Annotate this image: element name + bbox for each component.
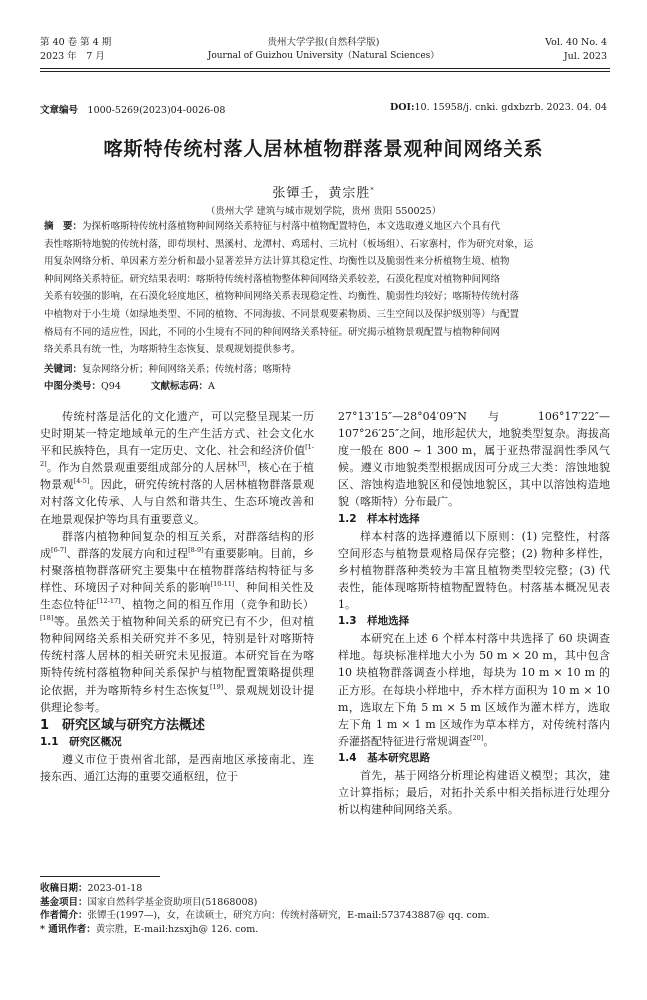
author-bio: 作者简介：张镡壬(1997—)，女，在读硕士，研究方向：传统村落研究，E-mail:573743887@ qq. com.: [40, 910, 490, 922]
left-column: [40, 408, 314, 785]
classification: [44, 378, 215, 392]
citation: [1-2]: [40, 443, 314, 469]
abstract: [44, 218, 614, 359]
subsection-heading: 1.4 基本研究思路: [338, 751, 431, 764]
subsection-heading: 1.1 研究区概况: [40, 735, 122, 748]
paragraph: 传统村落是活化的文化遗产，可以完整呈现某一历史时期某一特定地域单元的生产生活方式、社会文化水平和民族特色，具有一定历史、文化、社会和经济价值[1-2]。作为自然景观重要组成部分的人居林[3]，核心在于植物景观[4-5]。因此，研究传统村落的人居林植物群落景观对村落文化传承、人与自然和谐共生、生态环境改善和在地景观保护等均具有重要意义。: [40, 410, 315, 526]
citation: [18]: [40, 614, 54, 623]
received-date: 收稿日期：2023-01-18: [40, 883, 143, 894]
citation: [4-5]: [73, 477, 90, 486]
abstract-line: 为探析喀斯特传统村落植物种间网络关系特征与村落中植物配置特色，本文选取遵义地区六个具有代: [82, 221, 501, 232]
citation: [8-9]: [188, 545, 204, 554]
citation: [6-7]: [51, 545, 67, 554]
paragraph: 群落内植物种间复杂的相互关系，对群落结构的形成[6-7]、群落的发展方向和过程[8-9]有重要影响。目前，乡村聚落植物群落研究主要集中在植物群落结构特征与多样性、环境因子对种间关系的影响[10-11]、种间相关性及生态位特征[12-17]、植物之间的相互作用（竞争和助长）[18]等。虽然关于植物种间关系的研究已有不少，但对植物种间网络关系相关研究并不多见，特别是针对喀斯特传统村落人居林的相关研究未见报道。本研究旨在为喀斯特传统村落植物种间关系保护与植物配置策略提供理论依据，并为喀斯特乡村生态恢复[19]、景观规划设计提供理论参考。: [40, 529, 315, 714]
author-mark: *: [370, 186, 375, 194]
paragraph: 样本村落的选择遵循以下原则：(1) 完整性，村落空间形态与植物景观格局保存完整；(2) 物种多样性，乡村植物群落种类较为丰富且植物类型较完整；(3) 代表性，能体现喀斯特植物配置特色。村落基本概况见表 1。: [338, 529, 610, 612]
doc-code-label: 文献标志码：: [150, 381, 208, 392]
abstract-label: 摘 要：: [44, 221, 83, 232]
authors: [0, 182, 647, 201]
abstract-line: 关系有较强的影响，在石漠化轻度地区，植物种间网络关系表现稳定性、均衡性、脆弱性均较好；喀斯特传统村落: [44, 291, 520, 303]
footnote-rule: [40, 876, 160, 877]
corresponding-author: * 通讯作者：黄宗胜，E-mail:hzsxjh@ 126. com.: [40, 923, 259, 935]
doi-label: DOI:: [390, 102, 415, 113]
abstract-line: 格局有不同的适应性，因此，不同的小生境有不同的种间网络关系特征。研究揭示植物景观配置与植物种间网: [44, 326, 501, 338]
affiliation: （贵州大学 建筑与城市规划学院，贵州 贵阳 550025）: [205, 206, 442, 217]
paragraph: 遵义市位于贵州省北部，是西南地区承接南北、连接东西、通江达海的重要交通枢纽，位于: [40, 752, 314, 783]
doc-code-value: A: [207, 381, 215, 392]
abstract-line: 表性喀斯特地貌的传统村落，即苟坝村、黑溪村、龙潭村、鸡瑶村、三坑村（板场组）、石家寨村，作为研究对象，运: [44, 238, 534, 250]
abstract-line: 用复杂网络分析、单因素方差分析和最小显著差异方法计算其稳定性、均衡性以及脆弱性来分析植物生境、植物: [44, 256, 510, 268]
header-date: 2023 年 7 月: [40, 51, 105, 62]
paper-title: 喀斯特传统村落人居林植物群落景观种间网络关系: [103, 138, 544, 160]
right-column: [338, 408, 610, 818]
doi-value: 10. 15958/j. cnki. gdxbzrb. 2023. 04. 04: [414, 102, 607, 113]
author-names: 张镡壬，黄宗胜: [272, 186, 371, 201]
header-rule-thin: [40, 71, 610, 72]
keywords-label: 关键词：: [44, 364, 83, 375]
header-date-en: Jul. 2023: [563, 51, 607, 62]
citation: [3]: [237, 460, 247, 469]
paragraph: 首先，基于网络分析理论构建语义模型；其次，建立计算指标；最后，对拓扑关系中相关指标进行处理分析以构建种间网络关系。: [338, 768, 610, 817]
header-rule: [40, 68, 610, 69]
abstract-line: 中植物对于小生境（如绿地类型、不同的植物、不同海拔、不同景观要素物质、三生空间以及保护级别等）与配置: [44, 308, 520, 320]
article-number: [40, 102, 225, 116]
subsection-heading: 1.2 样本村选择: [338, 512, 420, 525]
header-journal-cn: 贵州大学学报(自然科学版): [267, 37, 380, 48]
article-number-label: 文章编号: [40, 105, 79, 116]
citation: [19]: [210, 682, 224, 691]
subsection-heading: 1.3 样地选择: [338, 615, 410, 628]
citation: [12-17]: [96, 597, 121, 606]
article-number-value: 1000-5269(2023)04-0026-08: [87, 105, 226, 116]
doi: [390, 102, 607, 113]
header-volume-en: Vol. 40 No. 4: [545, 37, 607, 48]
paragraph: 本研究在上述 6 个样本村落中共选择了 60 块调查样地。每块标准样地大小为 50 m × 20 m，其中包含 10 块植物群落调查小样地，每块为 10 m × 10 m 的正方形。在每块小样地中，乔木样方面积为 10 m × 10 m，选取左下角 5 m × 5 m 区域作为灌木样方，选取左下角 1 m × 1 m 区域作为草本样方，对传统村落内乔灌搭配特征进行常规调查[20]。: [338, 632, 610, 748]
clc-label: 中图分类号：: [44, 381, 102, 392]
section-heading: 1 研究区域与研究方法概述: [40, 717, 206, 733]
citation: [20]: [470, 733, 484, 742]
keywords: [44, 361, 291, 375]
clc-value: Q94: [101, 381, 121, 392]
header-journal-en: Journal of Guizhou University（Natural Sciences）: [207, 51, 440, 61]
citation: [10-11]: [210, 579, 235, 588]
abstract-line: 种间网络关系特征。研究结果表明：喀斯特传统村落植物整体种间网络关系较差，石漠化程度对植物种间网络: [44, 273, 501, 285]
keywords-text: 复杂网络分析；种间网络关系；传统村落；喀斯特: [82, 364, 292, 375]
footnote: [40, 882, 610, 936]
header-volume: 第 40 卷 第 4 期: [40, 37, 112, 48]
paragraph: 27°13′15″—28°04′09″N 与 106°17′22″—107°26′25″之间，地形起伏大，地貌类型复杂。海拔高度一般在 800 ~ 1 300 m，属于亚热带湿润性季风气候。遵义市地貌类型根据成因可分成三大类：溶蚀地貌区、溶蚀构造地貌区和侵蚀地貌区，其中以溶蚀构造地貌（喀斯特）分布最广。: [338, 410, 610, 509]
fund: 基金项目：国家自然科学基金资助项目(51868008): [40, 896, 258, 908]
abstract-line: 络关系具有统一性，为喀斯特生态恢复、景观规划提供参考。: [44, 344, 301, 356]
